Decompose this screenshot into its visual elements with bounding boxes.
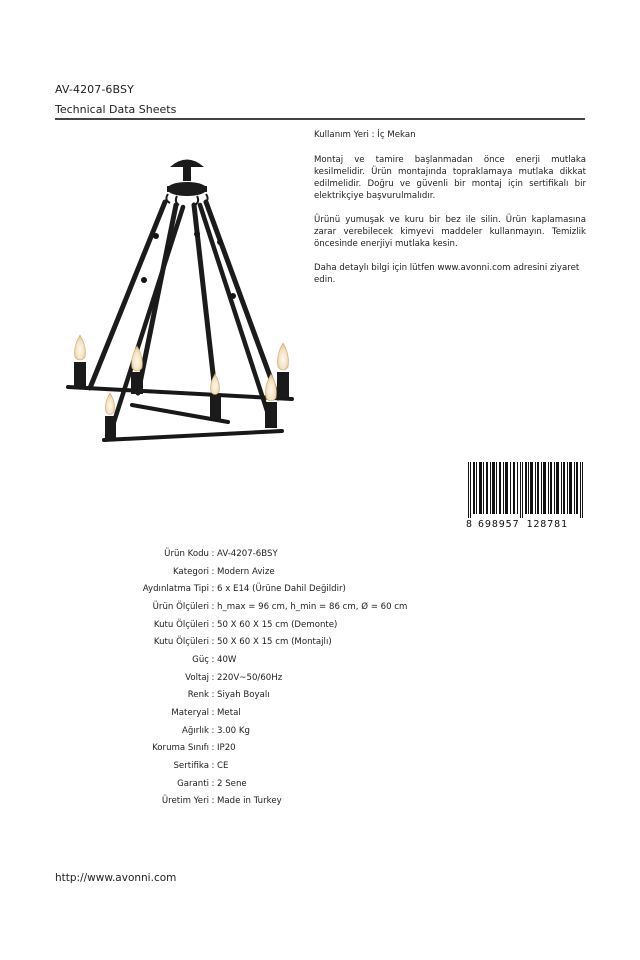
footer-website[interactable]: http://www.avonni.com [55, 872, 177, 884]
spec-row [55, 598, 455, 616]
spec-value: 220V~50/60Hz [217, 672, 283, 683]
spec-label: Renk [187, 690, 209, 701]
spec-value: 2 Sene [217, 778, 247, 789]
barcode-number [466, 518, 586, 532]
spec-value: Metal [217, 708, 241, 719]
spec-value: 3.00 Kg [217, 725, 250, 736]
spec-value: 40W [217, 654, 237, 665]
spec-label: Materyal [171, 708, 209, 719]
usage-area-text: Kullanım Yeri : İç Mekan [314, 130, 416, 140]
spec-separator: : [211, 672, 215, 683]
spec-row [55, 793, 455, 811]
cleaning-text: Ürünü yumuşak ve kuru bir bez ile silin. Ürün kaplamasına zarar verebilecek kimyevi maddeler kullanmayın. Temizlik öncesinde enerjiyi mutlaka kesin. [314, 215, 586, 249]
spec-label: Kutu Ölçüleri [153, 637, 209, 648]
header [55, 83, 585, 116]
spec-label: Güç [192, 654, 209, 665]
spec-table [55, 545, 455, 810]
spec-separator: : [211, 778, 215, 789]
spec-value: Modern Avize [217, 566, 275, 577]
spec-separator: : [211, 637, 215, 648]
spec-value: h_max = 96 cm, h_min = 86 cm, Ø = 60 cm [217, 601, 408, 612]
barcode-bars [466, 462, 586, 518]
document-subtitle: Technical Data Sheets [55, 103, 177, 116]
spec-label: Koruma Sınıfı [152, 743, 209, 754]
spec-separator: : [211, 584, 215, 595]
spec-value: Made in Turkey [217, 796, 282, 807]
spec-row [55, 722, 455, 740]
spec-row [55, 563, 455, 581]
spec-value: AV-4207-6BSY [217, 548, 278, 559]
spec-label: Voltaj [185, 672, 209, 683]
spec-row [55, 757, 455, 775]
spec-separator: : [211, 654, 215, 665]
spec-label: Sertifika [173, 761, 209, 772]
spec-label: Üretim Yeri [161, 796, 209, 807]
spec-row [55, 545, 455, 563]
spec-separator: : [211, 690, 215, 701]
barcode-first-digit: 8 [466, 519, 473, 530]
spec-row [55, 740, 455, 758]
spec-separator: : [211, 743, 215, 754]
more-info-text: Daha detaylı bilgi için lütfen www.avonni.com adresini ziyaret edin. [314, 263, 580, 285]
spec-value: IP20 [217, 743, 236, 754]
usage-notes [314, 129, 586, 298]
spec-separator: : [211, 619, 215, 630]
chandelier-illustration [60, 150, 305, 450]
product-image [60, 150, 305, 450]
spec-label: Ağırlık [181, 725, 209, 736]
spec-row [55, 669, 455, 687]
spec-label: Kategori [172, 566, 209, 577]
spec-separator: : [211, 548, 215, 559]
spec-value: 50 X 60 X 15 cm (Demonte) [217, 619, 338, 630]
spec-label: Aydınlatma Tipi [142, 584, 209, 595]
spec-separator: : [211, 601, 215, 612]
spec-value: 50 X 60 X 15 cm (Montajlı) [217, 637, 332, 648]
spec-row [55, 704, 455, 722]
barcode-rest-digits: 698957 128781 [478, 519, 568, 530]
spec-value: CE [217, 761, 229, 772]
spec-row [55, 616, 455, 634]
spec-separator: : [211, 725, 215, 736]
spec-row [55, 687, 455, 705]
spec-label: Garanti [177, 778, 209, 789]
header-divider [55, 118, 585, 120]
spec-value: 6 x E14 (Ürüne Dahil Değildir) [217, 584, 346, 595]
spec-row [55, 633, 455, 651]
spec-label: Ürün Ölçüleri [152, 601, 209, 612]
spec-row [55, 651, 455, 669]
spec-separator: : [211, 796, 215, 807]
spec-label: Ürün Kodu [164, 548, 209, 559]
safety-text: Montaj ve tamire başlanmadan önce enerji mutlaka kesilmelidir. Ürün montajında topraklamaya mutlaka dikkat edilmelidir. Doğru ve güvenli bir montaj için sertifikalı bir elektrikçiye başvurulmalıdır. [314, 155, 586, 201]
spec-row [55, 580, 455, 598]
spec-separator: : [211, 708, 215, 719]
spec-label: Kutu Ölçüleri [153, 619, 209, 630]
spec-separator: : [211, 566, 215, 577]
spec-row [55, 775, 455, 793]
spec-separator: : [211, 761, 215, 772]
spec-value: Siyah Boyalı [217, 690, 270, 701]
product-code-title: AV-4207-6BSY [55, 83, 134, 96]
